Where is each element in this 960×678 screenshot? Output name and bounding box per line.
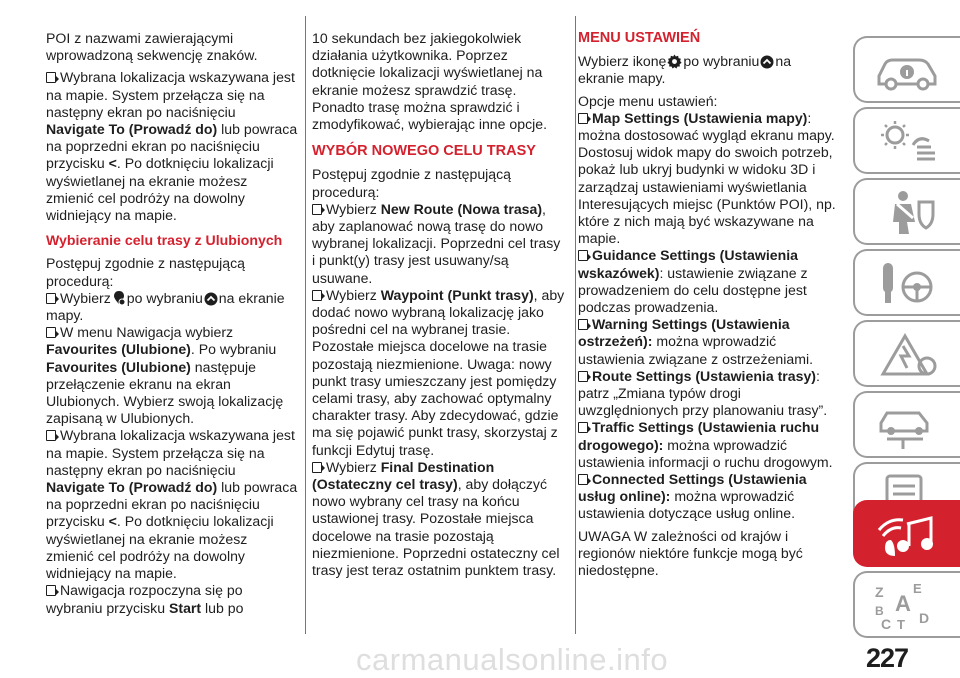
warning-triangle-icon <box>873 330 943 380</box>
paragraph: W menu Nawigacja wybierz Favourites (Ulubione). Po wybraniu Favourites (Ulubione) następuje przełączenie ekranu na ekran Ulubionych. Wybierz swoją lokalizację zapisaną w Ulubionych. <box>46 324 284 427</box>
bullet-icon <box>312 204 322 215</box>
paragraph: Map Settings (Ustawienia mapy): można dostosować wygląd ekranu mapy. Dostosuj widok mapy do swoich potrzeb, pokaż lub ukryj budynki w widoku 3D i zarządzaj ustawieniami wyświetlania Interesujących miejsc (Punktów POI), np. które z nich mają być wskazywane na mapie. <box>578 109 836 247</box>
tab-warning-triangle[interactable] <box>853 320 960 387</box>
paragraph: Nawigacja rozpoczyna się po wybraniu przycisku Start lub po <box>46 582 244 616</box>
paragraph: Warning Settings (Ustawienia ostrzeżeń): można wprowadzić ustawienia związane z ostrzeżeniami. <box>578 316 814 367</box>
chevron-up-icon <box>204 292 218 306</box>
bullet-icon <box>578 422 588 433</box>
tab-car-info[interactable] <box>853 36 960 103</box>
paragraph: Wybierz Final Destination (Ostateczny cel trasy), aby dołączyć nowo wybrany cel trasy na końcu ustawionej trasy. Pozostałe miejsca docelowe na trasie pozostają niezmienione. Poprzedni ostateczny cel trasy jest teraz ostatnim punktem trasy. <box>312 458 560 579</box>
paragraph: Wybrana lokalizacja wskazywana jest na mapie. System przełącza się na następny ekran po naciśnięciu Navigate To (Prowadź do) lub powraca na poprzedni ekran po naciśnięciu przycisku <. Po dotknięciu lokalizacji wyświetlanej na ekranie możesz zmienić cel podróży na dowolny widniejący na mapie. <box>46 69 298 224</box>
paragraph: POI z nazwami zawierającymi wprowadzoną sekwencję znaków. <box>46 30 258 64</box>
paragraph: Route Settings (Ustawienia trasy): patrz „Zmiana typów drogi uwzględnionych przy planowaniu trasy”. <box>578 367 828 419</box>
column-3 <box>578 30 840 579</box>
bullet-icon <box>46 430 56 441</box>
svg-text:C: C <box>881 616 892 631</box>
bullet-icon <box>578 474 588 485</box>
paragraph: Opcje menu ustawień: <box>578 92 718 109</box>
watermark: carmanualsonline.info <box>356 642 669 677</box>
paragraph: UWAGA W zależności od krajów i regionów niektóre funkcje mogą być niedostępne. <box>578 527 803 579</box>
paragraph: Connected Settings (Ustawienia usług online): można wprowadzić ustawienia dotyczące usług online. <box>578 471 807 522</box>
bullet-icon <box>46 327 56 338</box>
svg-text:Z: Z <box>875 584 884 600</box>
bullet-icon <box>46 72 56 83</box>
column-divider <box>305 16 306 634</box>
paragraph: Wybierz New Route (Nowa trasa), aby zaplanować nową trasę do nowo wybranej lokalizacji. Poprzedni cel trasy i punkt(y) trasy jest usuwany/są usuwane. <box>312 200 561 286</box>
column-2 <box>312 30 567 579</box>
bullet-icon <box>46 293 56 304</box>
tab-service-maintenance[interactable] <box>853 391 960 458</box>
section-heading: WYBÓR NOWEGO CELU TRASY <box>312 143 536 160</box>
paragraph: Postępuj zgodnie z następującą procedurą: <box>46 255 246 289</box>
svg-text:E: E <box>913 581 922 596</box>
bullet-icon <box>578 319 588 330</box>
paragraph: Wybierz ikonę po wybraniu na ekranie mapy. <box>578 53 792 87</box>
safety-icon <box>873 188 943 238</box>
tab-dashboard-lights[interactable] <box>853 107 960 174</box>
index-icon <box>873 581 953 631</box>
bullet-icon <box>578 250 588 261</box>
paragraph: Wybierz po wybraniu na ekranie mapy. <box>46 289 285 324</box>
tab-multimedia[interactable] <box>853 500 960 567</box>
section-heading: Wybieranie celu trasy z Ulubionych <box>46 232 283 249</box>
bullet-icon <box>312 290 322 301</box>
navigation-pin-icon <box>112 290 126 306</box>
tab-safety[interactable] <box>853 178 960 245</box>
multimedia-icon <box>873 510 943 560</box>
chevron-up-icon <box>760 55 774 69</box>
key-steering-icon <box>873 259 943 309</box>
paragraph: Postępuj zgodnie z następującą procedurą: <box>312 166 512 200</box>
section-heading: MENU USTAWIEŃ <box>578 30 701 46</box>
page-number: 227 <box>866 643 909 673</box>
svg-text:T: T <box>897 617 905 631</box>
bullet-icon <box>578 371 588 382</box>
paragraph: Traffic Settings (Ustawienia ruchu drogowego): można wprowadzić ustawienia informacji o ruchu drogowym. <box>578 419 833 470</box>
column-divider <box>575 16 576 634</box>
tab-index[interactable] <box>853 571 960 638</box>
svg-text:A: A <box>895 591 911 616</box>
tab-starting-driving[interactable] <box>853 249 960 316</box>
car-info-icon <box>873 46 943 94</box>
paragraph: 10 sekundach bez jakiegokolwiek działania użytkownika. Poprzez dotknięcie lokalizacji wyświetlanej na ekranie możesz sprawdzić trasę. Ponadto trasę można sprawdzić i zmodyfikować, wybierając inne opcje. <box>312 30 548 133</box>
gear-icon <box>667 54 682 69</box>
bullet-icon <box>46 585 56 596</box>
warning-lights-icon <box>873 117 943 167</box>
column-1 <box>46 30 298 617</box>
car-lift-icon <box>873 401 943 451</box>
paragraph: Wybrana lokalizacja wskazywana jest na mapie. System przełącza się na następny ekran po naciśnięciu Navigate To (Prowadź do) lub powraca na poprzedni ekran po naciśnięciu przycisku <. Po dotknięciu lokalizacji wyświetlanej na ekranie możesz zmienić cel podróży na dowolny widniejący na mapie. <box>46 427 298 582</box>
svg-text:D: D <box>919 610 930 626</box>
paragraph: Guidance Settings (Ustawienia wskazówek): ustawienie związane z prowadzeniem do celu dostępne jest podczas prowadzenia. <box>578 247 808 316</box>
paragraph: Wybierz Waypoint (Punkt trasy), aby dodać nowo wybraną lokalizację jako pośredni cel na wybranej trasie. Pozostałe miejsca docelowe na trasie pozostają niezmienione. Uwaga: nowy punkt trasy umieszczany jest pomiędzy celami trasy, aby zachować optymalny charakter trasy. Aby zdecydować, gdzie ma się pojawić punkt trasy, skorzystaj z funkcji Edytuj trasę. <box>312 286 565 458</box>
bullet-icon <box>578 113 588 124</box>
bullet-icon <box>312 462 322 473</box>
svg-text:B: B <box>875 604 884 618</box>
